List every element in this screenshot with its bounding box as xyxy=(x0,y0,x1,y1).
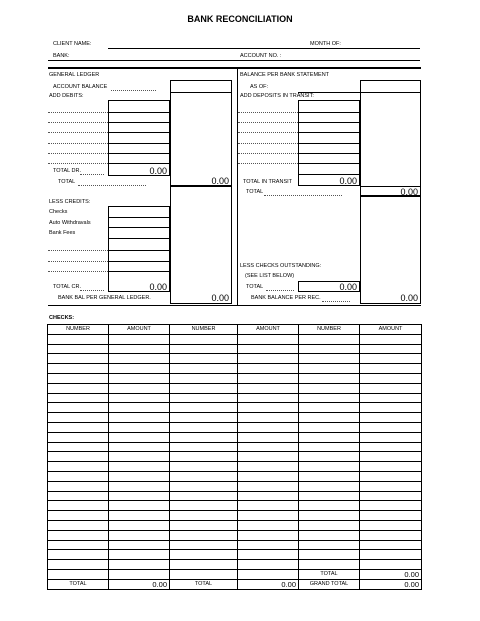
check-amount-cell[interactable] xyxy=(109,481,170,491)
check-number-cell[interactable] xyxy=(170,422,238,432)
check-amount-cell[interactable] xyxy=(238,530,299,540)
gl-amount-column-bottom[interactable] xyxy=(170,186,232,304)
check-number-cell[interactable] xyxy=(170,354,238,364)
check-amount-cell[interactable] xyxy=(109,442,170,452)
table-row xyxy=(48,334,422,344)
check-number-cell[interactable] xyxy=(48,471,109,481)
check-number-cell[interactable] xyxy=(170,520,238,530)
checks-section-label: CHECKS: xyxy=(49,315,75,321)
table-row xyxy=(48,540,422,550)
check-amount-cell[interactable] xyxy=(109,403,170,413)
check-number-cell[interactable] xyxy=(48,540,109,550)
check-number-cell[interactable] xyxy=(170,442,238,452)
bs-total-label: TOTAL xyxy=(246,189,264,195)
check-number-cell[interactable] xyxy=(48,383,109,393)
bank-statement-label: BALANCE PER BANK STATEMENT xyxy=(240,72,330,78)
bs-total2-value: 0.00 xyxy=(339,282,357,292)
check-amount-cell[interactable] xyxy=(238,511,299,521)
debit-amount-line xyxy=(108,132,170,133)
table-row xyxy=(48,364,422,374)
check-amount-cell[interactable] xyxy=(109,393,170,403)
table-row xyxy=(48,462,422,472)
check-number-cell[interactable] xyxy=(299,403,360,413)
debit-amount-line xyxy=(108,122,170,123)
table-row xyxy=(48,452,422,462)
credit-line[interactable] xyxy=(48,261,108,262)
check-amount-cell[interactable] xyxy=(238,413,299,423)
check-amount-cell[interactable] xyxy=(109,354,170,364)
check-amount-cell[interactable] xyxy=(238,491,299,501)
check-amount-cell[interactable] xyxy=(238,471,299,481)
table-row xyxy=(48,560,422,570)
gl-total-dots xyxy=(78,185,146,186)
check-amount-cell[interactable] xyxy=(109,471,170,481)
bank-label: BANK: xyxy=(53,53,70,59)
grand-total-label: GRAND TOTAL xyxy=(299,579,360,589)
credit-item-bank-fees: Bank Fees xyxy=(49,230,76,236)
deposit-amount-line xyxy=(298,132,360,133)
deposit-line[interactable] xyxy=(238,153,298,154)
account-no-label: ACCOUNT NO. : xyxy=(240,53,282,59)
check-amount-cell[interactable] xyxy=(109,422,170,432)
check-number-cell[interactable] xyxy=(299,550,360,560)
deposit-amount-line xyxy=(298,153,360,154)
checks-total-row xyxy=(48,579,422,589)
credit-item-checks: Checks xyxy=(49,209,68,215)
check-amount-cell[interactable] xyxy=(360,491,422,501)
debit-amount-line xyxy=(108,143,170,144)
check-amount-cell[interactable] xyxy=(238,364,299,374)
bank-balance-dots xyxy=(322,301,350,302)
gl-total-label: TOTAL xyxy=(58,179,76,185)
table-row xyxy=(48,393,422,403)
check-amount-cell[interactable] xyxy=(109,334,170,344)
table-row xyxy=(48,432,422,442)
check-amount-cell[interactable] xyxy=(238,481,299,491)
check-number-cell[interactable] xyxy=(299,471,360,481)
check-amount-cell[interactable] xyxy=(238,550,299,560)
deposit-line[interactable] xyxy=(238,132,298,133)
check-amount-cell[interactable] xyxy=(238,501,299,511)
client-name-line[interactable] xyxy=(108,48,420,49)
check-number-cell[interactable] xyxy=(170,550,238,560)
check-amount-cell[interactable] xyxy=(360,334,422,344)
credit-amount-line xyxy=(108,227,170,228)
total-cr-dots xyxy=(80,290,104,291)
check-number-cell[interactable] xyxy=(170,511,238,521)
deposit-amount-line xyxy=(298,143,360,144)
check-amount-cell[interactable] xyxy=(360,422,422,432)
bank-bal-per-gl-value: 0.00 xyxy=(211,293,229,303)
check-number-cell[interactable] xyxy=(299,511,360,521)
account-balance-dots xyxy=(111,90,156,91)
check-number-cell[interactable] xyxy=(299,373,360,383)
check-amount-cell[interactable] xyxy=(360,471,422,481)
check-amount-cell[interactable] xyxy=(360,511,422,521)
check-amount-cell[interactable] xyxy=(360,373,422,383)
subtotal-label: TOTAL xyxy=(299,569,360,579)
col-amount-2: AMOUNT xyxy=(238,325,299,335)
check-amount-cell[interactable] xyxy=(109,511,170,521)
table-row xyxy=(48,413,422,423)
check-number-cell[interactable] xyxy=(48,373,109,383)
check-number-cell[interactable] xyxy=(299,560,360,570)
header-divider xyxy=(48,67,421,69)
table-row xyxy=(48,530,422,540)
col-number-2: NUMBER xyxy=(170,325,238,335)
check-amount-cell[interactable] xyxy=(360,540,422,550)
check-number-cell[interactable] xyxy=(299,413,360,423)
check-amount-cell[interactable] xyxy=(360,403,422,413)
check-number-cell[interactable] xyxy=(48,511,109,521)
deposit-amount-line xyxy=(298,174,360,175)
check-number-cell[interactable] xyxy=(299,452,360,462)
deposit-amount-line xyxy=(298,112,360,113)
check-amount-cell[interactable] xyxy=(109,413,170,423)
check-number-cell[interactable] xyxy=(170,383,238,393)
check-amount-cell[interactable] xyxy=(360,344,422,354)
check-number-cell[interactable] xyxy=(299,364,360,374)
check-number-cell[interactable] xyxy=(299,520,360,530)
check-amount-cell[interactable] xyxy=(360,364,422,374)
checks-subtotal-row xyxy=(48,569,422,579)
table-row xyxy=(48,550,422,560)
check-number-cell[interactable] xyxy=(170,540,238,550)
debit-line[interactable] xyxy=(48,153,108,154)
table-row xyxy=(48,471,422,481)
table-row xyxy=(48,442,422,452)
credit-amount-line xyxy=(108,250,170,251)
check-number-cell[interactable] xyxy=(170,560,238,570)
bs-as-of-line xyxy=(298,92,421,93)
check-amount-cell[interactable] xyxy=(109,520,170,530)
check-number-cell[interactable] xyxy=(170,462,238,472)
table-row xyxy=(48,403,422,413)
month-of-label: MONTH OF: xyxy=(310,41,341,47)
check-amount-cell[interactable] xyxy=(109,364,170,374)
credit-amount-line xyxy=(108,271,170,272)
check-number-cell[interactable] xyxy=(48,354,109,364)
check-number-cell[interactable] xyxy=(48,462,109,472)
check-amount-cell[interactable] xyxy=(238,432,299,442)
check-amount-cell[interactable] xyxy=(360,354,422,364)
debit-line[interactable] xyxy=(48,143,108,144)
checks-header-row xyxy=(48,325,422,335)
check-amount-cell[interactable] xyxy=(109,560,170,570)
gl-account-balance-line xyxy=(170,92,232,93)
debit-amount-line xyxy=(108,163,170,164)
total-in-transit-value: 0.00 xyxy=(339,176,357,186)
check-amount-cell[interactable] xyxy=(360,462,422,472)
check-number-cell[interactable] xyxy=(299,501,360,511)
check-amount-cell[interactable] xyxy=(109,344,170,354)
check-number-cell[interactable] xyxy=(299,491,360,501)
add-deposits-label: ADD DEPOSITS IN TRANSIT: xyxy=(240,93,314,99)
total-cr-value: 0.00 xyxy=(149,282,167,292)
check-amount-cell[interactable] xyxy=(238,520,299,530)
bank-balance-per-rec-value: 0.00 xyxy=(400,293,418,303)
general-ledger-label: GENERAL LEDGER xyxy=(49,72,100,78)
check-number-cell[interactable] xyxy=(48,452,109,462)
credit-amount-line xyxy=(108,261,170,262)
col-amount-3: AMOUNT xyxy=(360,325,422,335)
check-amount-cell[interactable] xyxy=(109,452,170,462)
check-amount-cell[interactable] xyxy=(109,383,170,393)
credit-amount-line xyxy=(108,217,170,218)
check-number-cell[interactable] xyxy=(48,550,109,560)
check-amount-cell[interactable] xyxy=(238,403,299,413)
client-name-label: CLIENT NAME: xyxy=(53,41,92,47)
check-number-cell[interactable] xyxy=(48,530,109,540)
check-amount-cell[interactable] xyxy=(238,540,299,550)
check-number-cell[interactable] xyxy=(299,334,360,344)
check-number-cell[interactable] xyxy=(170,501,238,511)
check-amount-cell[interactable] xyxy=(360,442,422,452)
check-number-cell[interactable] xyxy=(48,560,109,570)
bank-bal-per-gl-label: BANK BAL PER GENERAL LEDGER. xyxy=(58,295,151,301)
total-dr-label: TOTAL DR. xyxy=(53,168,82,174)
bs-total-dots xyxy=(264,195,342,196)
grand-total-value: 0.00 xyxy=(360,579,422,589)
check-number-cell[interactable] xyxy=(170,471,238,481)
add-debits-label: ADD DEBITS: xyxy=(49,93,84,99)
check-amount-cell[interactable] xyxy=(109,540,170,550)
check-amount-cell[interactable] xyxy=(360,452,422,462)
check-amount-cell[interactable] xyxy=(238,344,299,354)
total-label-2: TOTAL xyxy=(170,579,238,589)
check-number-cell[interactable] xyxy=(170,403,238,413)
check-amount-cell[interactable] xyxy=(109,550,170,560)
col2-total-value: 0.00 xyxy=(238,579,299,589)
check-number-cell[interactable] xyxy=(299,383,360,393)
bs-total-value: 0.00 xyxy=(400,187,418,197)
checks-table xyxy=(47,324,422,590)
check-number-cell[interactable] xyxy=(299,344,360,354)
check-amount-cell[interactable] xyxy=(238,422,299,432)
check-amount-cell[interactable] xyxy=(360,383,422,393)
credit-amount-box[interactable] xyxy=(108,206,170,292)
check-number-cell[interactable] xyxy=(48,403,109,413)
check-amount-cell[interactable] xyxy=(238,442,299,452)
check-amount-cell[interactable] xyxy=(360,520,422,530)
debit-line[interactable] xyxy=(48,112,108,113)
bs-amount-column-top[interactable] xyxy=(360,80,421,196)
debit-line[interactable] xyxy=(48,132,108,133)
bank-line[interactable] xyxy=(48,60,420,61)
check-number-cell[interactable] xyxy=(299,422,360,432)
check-number-cell[interactable] xyxy=(299,393,360,403)
check-amount-cell[interactable] xyxy=(360,501,422,511)
table-row xyxy=(48,501,422,511)
center-divider xyxy=(237,68,238,306)
check-amount-cell[interactable] xyxy=(238,354,299,364)
check-amount-cell[interactable] xyxy=(109,373,170,383)
table-row xyxy=(48,373,422,383)
check-number-cell[interactable] xyxy=(299,432,360,442)
as-of-label: AS OF: xyxy=(250,84,269,90)
table-row xyxy=(48,511,422,521)
total-dr-value: 0.00 xyxy=(149,166,167,176)
deposit-line[interactable] xyxy=(238,163,298,164)
see-list-below-label: (SEE LIST BELOW) xyxy=(245,273,295,279)
credit-amount-line xyxy=(108,238,170,239)
less-checks-outstanding-label: LESS CHECKS OUTSTANDING: xyxy=(240,263,322,269)
table-row xyxy=(48,520,422,530)
check-number-cell[interactable] xyxy=(299,442,360,452)
check-number-cell[interactable] xyxy=(170,481,238,491)
bs-amount-column-bottom[interactable] xyxy=(360,196,421,304)
col-amount-1: AMOUNT xyxy=(109,325,170,335)
credit-line[interactable] xyxy=(48,250,108,251)
debit-amount-line xyxy=(108,112,170,113)
bank-balance-per-rec-label: BANK BALANCE PER REC. xyxy=(251,295,321,301)
check-amount-cell[interactable] xyxy=(360,432,422,442)
table-row xyxy=(48,481,422,491)
check-amount-cell[interactable] xyxy=(238,560,299,570)
total-cr-label: TOTAL CR. xyxy=(53,284,82,290)
check-amount-cell[interactable] xyxy=(238,373,299,383)
check-amount-cell[interactable] xyxy=(238,462,299,472)
gl-amount-column-top[interactable] xyxy=(170,80,232,186)
check-amount-cell[interactable] xyxy=(109,462,170,472)
table-row xyxy=(48,383,422,393)
table-row xyxy=(48,491,422,501)
deposit-line[interactable] xyxy=(238,143,298,144)
check-amount-cell[interactable] xyxy=(109,530,170,540)
check-number-cell[interactable] xyxy=(170,373,238,383)
credit-line[interactable] xyxy=(48,271,108,272)
check-amount-cell[interactable] xyxy=(360,481,422,491)
check-number-cell[interactable] xyxy=(48,520,109,530)
table-row xyxy=(48,422,422,432)
check-number-cell[interactable] xyxy=(170,364,238,374)
debit-line[interactable] xyxy=(48,122,108,123)
check-number-cell[interactable] xyxy=(48,491,109,501)
check-amount-cell[interactable] xyxy=(109,491,170,501)
table-row xyxy=(48,344,422,354)
check-amount-cell[interactable] xyxy=(238,452,299,462)
debit-line[interactable] xyxy=(48,163,108,164)
check-number-cell[interactable] xyxy=(48,422,109,432)
check-number-cell[interactable] xyxy=(170,393,238,403)
check-number-cell[interactable] xyxy=(299,462,360,472)
total-dr-dots xyxy=(80,174,104,175)
check-number-cell[interactable] xyxy=(48,432,109,442)
check-amount-cell[interactable] xyxy=(238,334,299,344)
check-amount-cell[interactable] xyxy=(360,413,422,423)
page-title: BANK RECONCILIATION xyxy=(187,14,293,24)
account-balance-label: ACCOUNT BALANCE xyxy=(53,84,108,90)
bs-total2-dots xyxy=(266,290,294,291)
credit-item-auto-withdrawals: Auto Withdravals xyxy=(49,220,91,226)
check-number-cell[interactable] xyxy=(170,452,238,462)
col-number-3: NUMBER xyxy=(299,325,360,335)
check-amount-cell[interactable] xyxy=(109,501,170,511)
check-number-cell[interactable] xyxy=(170,432,238,442)
bs-total2-label: TOTAL xyxy=(246,284,264,290)
check-amount-cell[interactable] xyxy=(238,383,299,393)
debit-amount-line xyxy=(108,153,170,154)
check-number-cell[interactable] xyxy=(48,442,109,452)
check-amount-cell[interactable] xyxy=(360,530,422,540)
check-number-cell[interactable] xyxy=(170,344,238,354)
check-amount-cell[interactable] xyxy=(360,393,422,403)
check-number-cell[interactable] xyxy=(170,413,238,423)
check-number-cell[interactable] xyxy=(48,413,109,423)
check-number-cell[interactable] xyxy=(299,354,360,364)
check-number-cell[interactable] xyxy=(48,344,109,354)
check-amount-cell[interactable] xyxy=(109,432,170,442)
deposit-amount-line xyxy=(298,122,360,123)
total-in-transit-label: TOTAL IN TRANSIT xyxy=(243,179,292,185)
col-number-1: NUMBER xyxy=(48,325,109,335)
check-amount-cell[interactable] xyxy=(360,560,422,570)
deposit-line[interactable] xyxy=(238,112,298,113)
table-row xyxy=(48,354,422,364)
check-number-cell[interactable] xyxy=(299,530,360,540)
deposit-amount-line xyxy=(298,163,360,164)
check-number-cell[interactable] xyxy=(170,530,238,540)
gl-total-value: 0.00 xyxy=(211,176,229,186)
total-label-1: TOTAL xyxy=(48,579,109,589)
check-number-cell[interactable] xyxy=(48,364,109,374)
check-number-cell[interactable] xyxy=(170,334,238,344)
reconciliation-bottom-line xyxy=(48,305,421,306)
check-amount-cell[interactable] xyxy=(360,550,422,560)
check-number-cell[interactable] xyxy=(48,334,109,344)
check-number-cell[interactable] xyxy=(170,491,238,501)
col3-subtotal-value: 0.00 xyxy=(360,569,422,579)
check-amount-cell[interactable] xyxy=(238,393,299,403)
col1-total-value: 0.00 xyxy=(109,579,170,589)
check-number-cell[interactable] xyxy=(48,393,109,403)
check-number-cell[interactable] xyxy=(299,481,360,491)
deposit-line[interactable] xyxy=(238,122,298,123)
less-credits-label: LESS CREDITS: xyxy=(49,199,91,205)
check-number-cell[interactable] xyxy=(299,540,360,550)
check-number-cell[interactable] xyxy=(48,501,109,511)
check-number-cell[interactable] xyxy=(48,481,109,491)
